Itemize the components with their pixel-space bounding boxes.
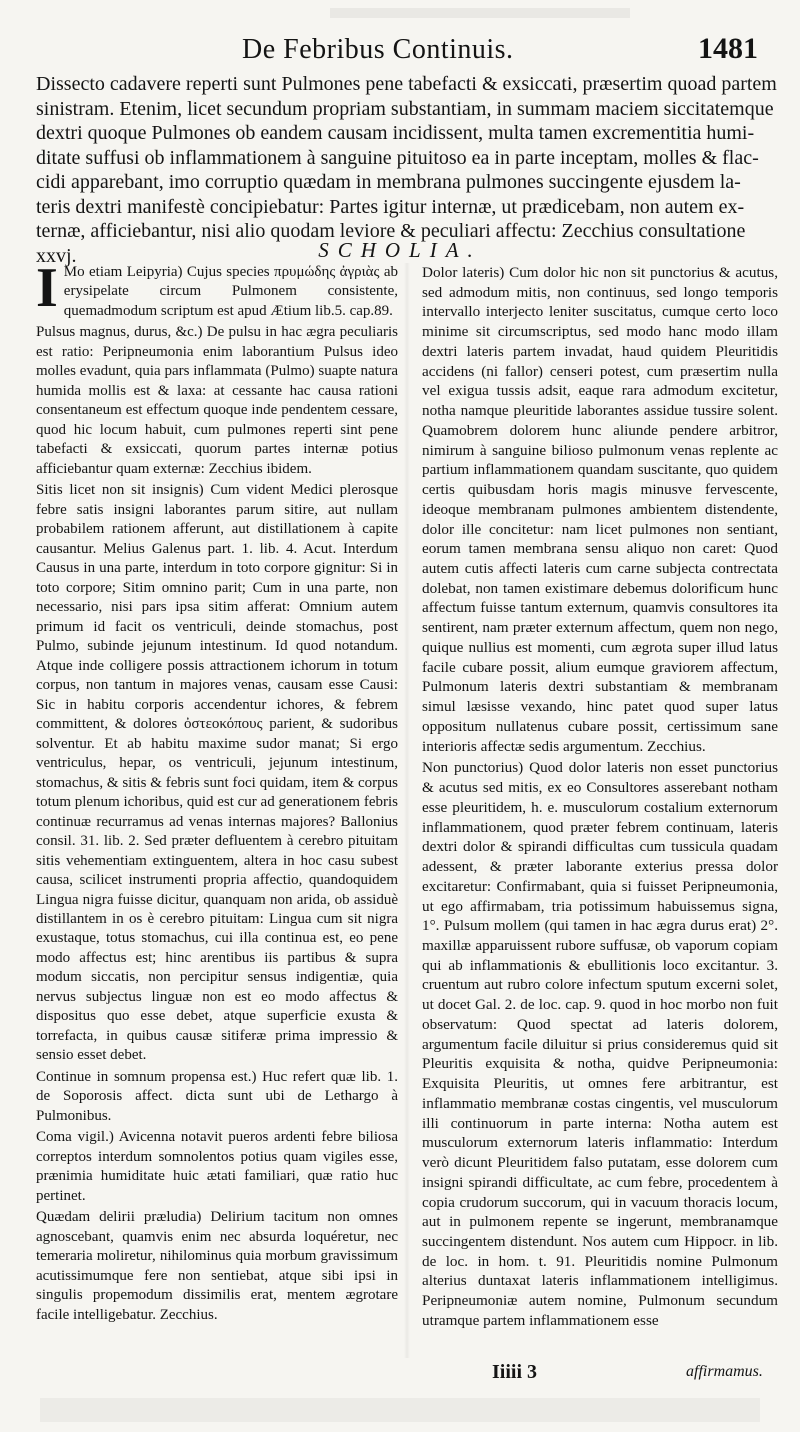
- intro-line: cidi apparebant, imo corruptio quædam in membrana pulmones succingente ejusdem la-: [36, 171, 741, 193]
- right-column: [422, 263, 778, 1333]
- column-gutter: [404, 263, 410, 1358]
- drop-cap: I: [36, 257, 58, 319]
- page-footer: [0, 1361, 800, 1391]
- scholia-paragraph: Continue in somnum propensa est.) Huc refert quæ lib. 1. de Soporosis affect. dicta sunt ubi de Lethargo à Pulmonibus.: [36, 1068, 398, 1124]
- scholia-paragraph: Sitis licet non sit insignis) Cum vident Medici plerosque febre satis insigni laborantes parum sitire, aut nullam probabilem rationem afferunt, aut distillationem à capite causantur. Melius Galenus part. 1. lib. 4. Acut. Interdum Causus in una parte, interdum in toto corpore gignitur: Si in toto corpore; Sitim omnino parit; Cum in una parte, non necessario, nisi pars ipsa sitim afferat: Omnium autem primum id facit os ventriculi, deinde stomachus, post Pulmo, subinde jejunum intestinum. Id quod notandum. Atque inde colligere possis attractionem ichorum in totum corpus, non tantum in majores venas, causam esse Causi: Sic in habitu corporis accendentur ichores, & febrem committent, & dolores ὀστεοκόπους parient, & sudoribus solventur. Et ab habitu maxime sudor manat; Si ergo ventriculus, hepar, os ventriculi, jejunum intestinum, stomachus, & sitis & febris sunt foci quidam, item & corpus totum plenum ichoribus, quid est cur ad generationem febris continuæ recurramus ad venas internas majores? Ballonius consil. 31. lib. 2. Sed præter defluentem à cerebro pituitam sitis vehementiam extinguentem, altera in hoc casu subest causa, scilicet instrumenti propria affectio, quandoquidem Lingua nigra fuisse dicitur, quanquam non arida, ob assiduè distillantem in os è cerebro pituitam: Lingua cum sit nigra exustaque, totus stomachus, cui illa continua est, eo pene modo affectus est; hinc arentibus iis partibus & supra modum siccatis, non percipitur sensus indigentiæ, quia nervus subjectus linguæ non est eo modo affectus & dispositus quo esse debet, atque superficie exusta & torrefacta, in quibus causæ sitiferæ prima impressio & sensio esset debet.: [36, 482, 398, 1064]
- intro-line: ditate suffusi ob inflammationem à sanguine pituitoso ea in parte inceptam, molles & flac-: [36, 146, 759, 169]
- intro-line: xxvj.: [36, 244, 77, 267]
- scholia-paragraph: Pulsus magnus, durus, &c.) De pulsu in hac ægra peculiaris est ratio: Peripneumonia enim laborantium Pulsus ideo molles evadunt, quia pars inflammata (Pulmo) suapte natura humida mollis est & laxa: at cessante hac causa rationi consentaneum est effectum quoque inde pendentem cessare, quod hic locum habuit, cum pulmones reperti sint pene tabefacti & exsiccati, quorum partes internæ potius afficiebantur quam externæ: Zecchius ibidem.: [36, 324, 398, 477]
- catchword: affirmamus.: [686, 1363, 763, 1380]
- intro-line: teris dextri manifestè concipiebatur: Partes igitur internæ, ut prædicebam, non autem ex-: [36, 195, 745, 218]
- page-number: 1481: [698, 32, 758, 65]
- scholia-paragraph: Quædam delirii præludia) Delirium tacitum non omnes agnoscebant, quamvis enim nec absurda loquéretur, nec temeraria moliretur, nihilominus quia morbum gravissimum acutissimumque fere non sentiebat, atque sibi ipsi in singulis propemodum dissimilis erat, mentem ægrotare facile intelligebatur. Zecchius.: [36, 1209, 398, 1323]
- intro-line: Dissecto cadavere reperti sunt Pulmones pene tabefacti & exsiccati, præsertim quoad partem: [36, 73, 777, 95]
- scholia-paragraph: [36, 257, 398, 321]
- intro-line: ternæ, afficiebantur, nisi alio quodam leviore & peculiari affectu: Zecchius consultatione: [36, 220, 746, 242]
- paragraph-text: Mo etiam Leipyria) Cujus species πρυμώδης ἀγριὰς ab erysipelate circum Pulmonem consistente, quemadmodum scriptum est apud Ætium lib.5. cap.89.: [63, 264, 398, 319]
- page-header: [0, 30, 800, 70]
- intro-line: sinistram. Etenim, licet secundum propriam substantiam, in summam maciem siccitatemque: [36, 97, 774, 120]
- intro-line: dextri quoque Pulmones ob eandem causam incidissent, multa tamen excrementitia humi-: [36, 122, 755, 144]
- scholia-paragraph: Coma vigil.) Avicenna notavit pueros ardenti febre biliosa correptos interdum somnolentos potius quam vigiles esse, prænimia humiditate huic ætati familiari, quæ ratio huc pertinet.: [36, 1129, 398, 1204]
- bleed-through-top: [330, 8, 630, 18]
- left-column: [36, 257, 398, 1327]
- signature-mark: Iiiii 3: [492, 1361, 538, 1383]
- bleed-through-bottom: [40, 1398, 760, 1422]
- scholia-paragraph: Dolor lateris) Cum dolor hic non sit punctorius & acutus, sed admodum mitis, non continuus, sed longo temporis intervallo interjecto leniter suscitatus, cumque certo loco minime sit circumscriptus, sed modo hanc modo illam dextri lateris partem invadat, haud quidem Pleuritidis accidens (ni fallor) censeri potest, cum præsertim nulla vel exigua tussis adsit, eaque rara admodum excitetur, notha namque pleuritide laborantes assidue tussire solent. Quamobrem dolorem hunc aliunde pendere arbitror, nimirum à sanguine bilioso pulmonum venas replente ac partium inflammationem quandam suscitante, quo quidem certis quibusdam horis magis minusve fervescente, ideoque membranam pulmones ambientem distendente, dolor ille concitetur: nam licet pulmones non sentiant, eorum tamen membrana sensu aliquo non caret: Quod autem cutis affecti lateris cum carne subjecta contrectata dolebat, non tamen existimare debemus dolorificum hunc affectum fuisse tantum externum, quamvis consultores ita sentirent, nam præter externum affectum, quem non nego, quique nullius est momenti, cum ægrota super illud latus facile cubare possit, alium eumque graviorem affectum, Pulmonum lateris dextri substantiam & membranam simul læsisse vexando, hinc patet quod super latus oppositum nullatenus cubare possit, certissimum sane interioris affectæ sedis argumentum. Zecchius.: [422, 264, 778, 755]
- section-title: SCHOLIA.: [318, 238, 482, 262]
- running-head: De Febribus Continuis.: [242, 34, 514, 65]
- scholia-paragraph: Non punctorius) Quod dolor lateris non esset punctorius & acutus sed mitis, ex eo Consultores asserebant notham esse pleuritidem, h. e. musculorum costalium externorum inflammationem, quod præter febrem continuam, lateris dextri dolor & spirandi difficultas cum tussicula quadam adessent, & præter laborante exterius pressa dolor excitaretur: Confirmabant, quia si fuisset Peripneumonia, ut ego affirmabam, tria potissimum habuissemus signa, 1°. Pulsum mollem (qui tamen in hac ægra durus erat) 2°. maxillæ apparuissent rubore suffusæ, ob vaporum copiam qui ab inflammationis & ebullitionis loco excitantur. 3. cruentum aut rubro colore infectum sputum excerni solet, ut docet Gal. 2. de loc. cap. 9. quod in hoc morbo non fuit observatum: Quod spectat ad lateris dolorem, argumentum facile diluitur si prius consideremus quid sit Pleuritis exquisita & notha, quidve Peripneumonia: Exquisita Pleuritis, ut omnes fere arbitrantur, est inflammatio membranæ costas cingentis, vel musculorum illi continuorum in parte interna: Notha autem est musculorum externorum lateris inflammatio: Interdum verò dicunt Pleuritidem falso putatam, esse dolorem cum insigni spirandi difficultate, ac cum febre, procedentem à copia crudorum succorum, qui in vacuum thoracis locum, aut in pulmonem repente se ingerunt, membranamque succingentem distendunt. Nos autem cum Hippocr. in lib. de loc. in hom. t. 91. Pleuritidis nomine Pulmonum alterius duntaxat lateris inflammationem intelligimus. Peripneumoniæ autem nomine, Pulmonum secundum utramque partem inflammationem esse: [422, 759, 778, 1329]
